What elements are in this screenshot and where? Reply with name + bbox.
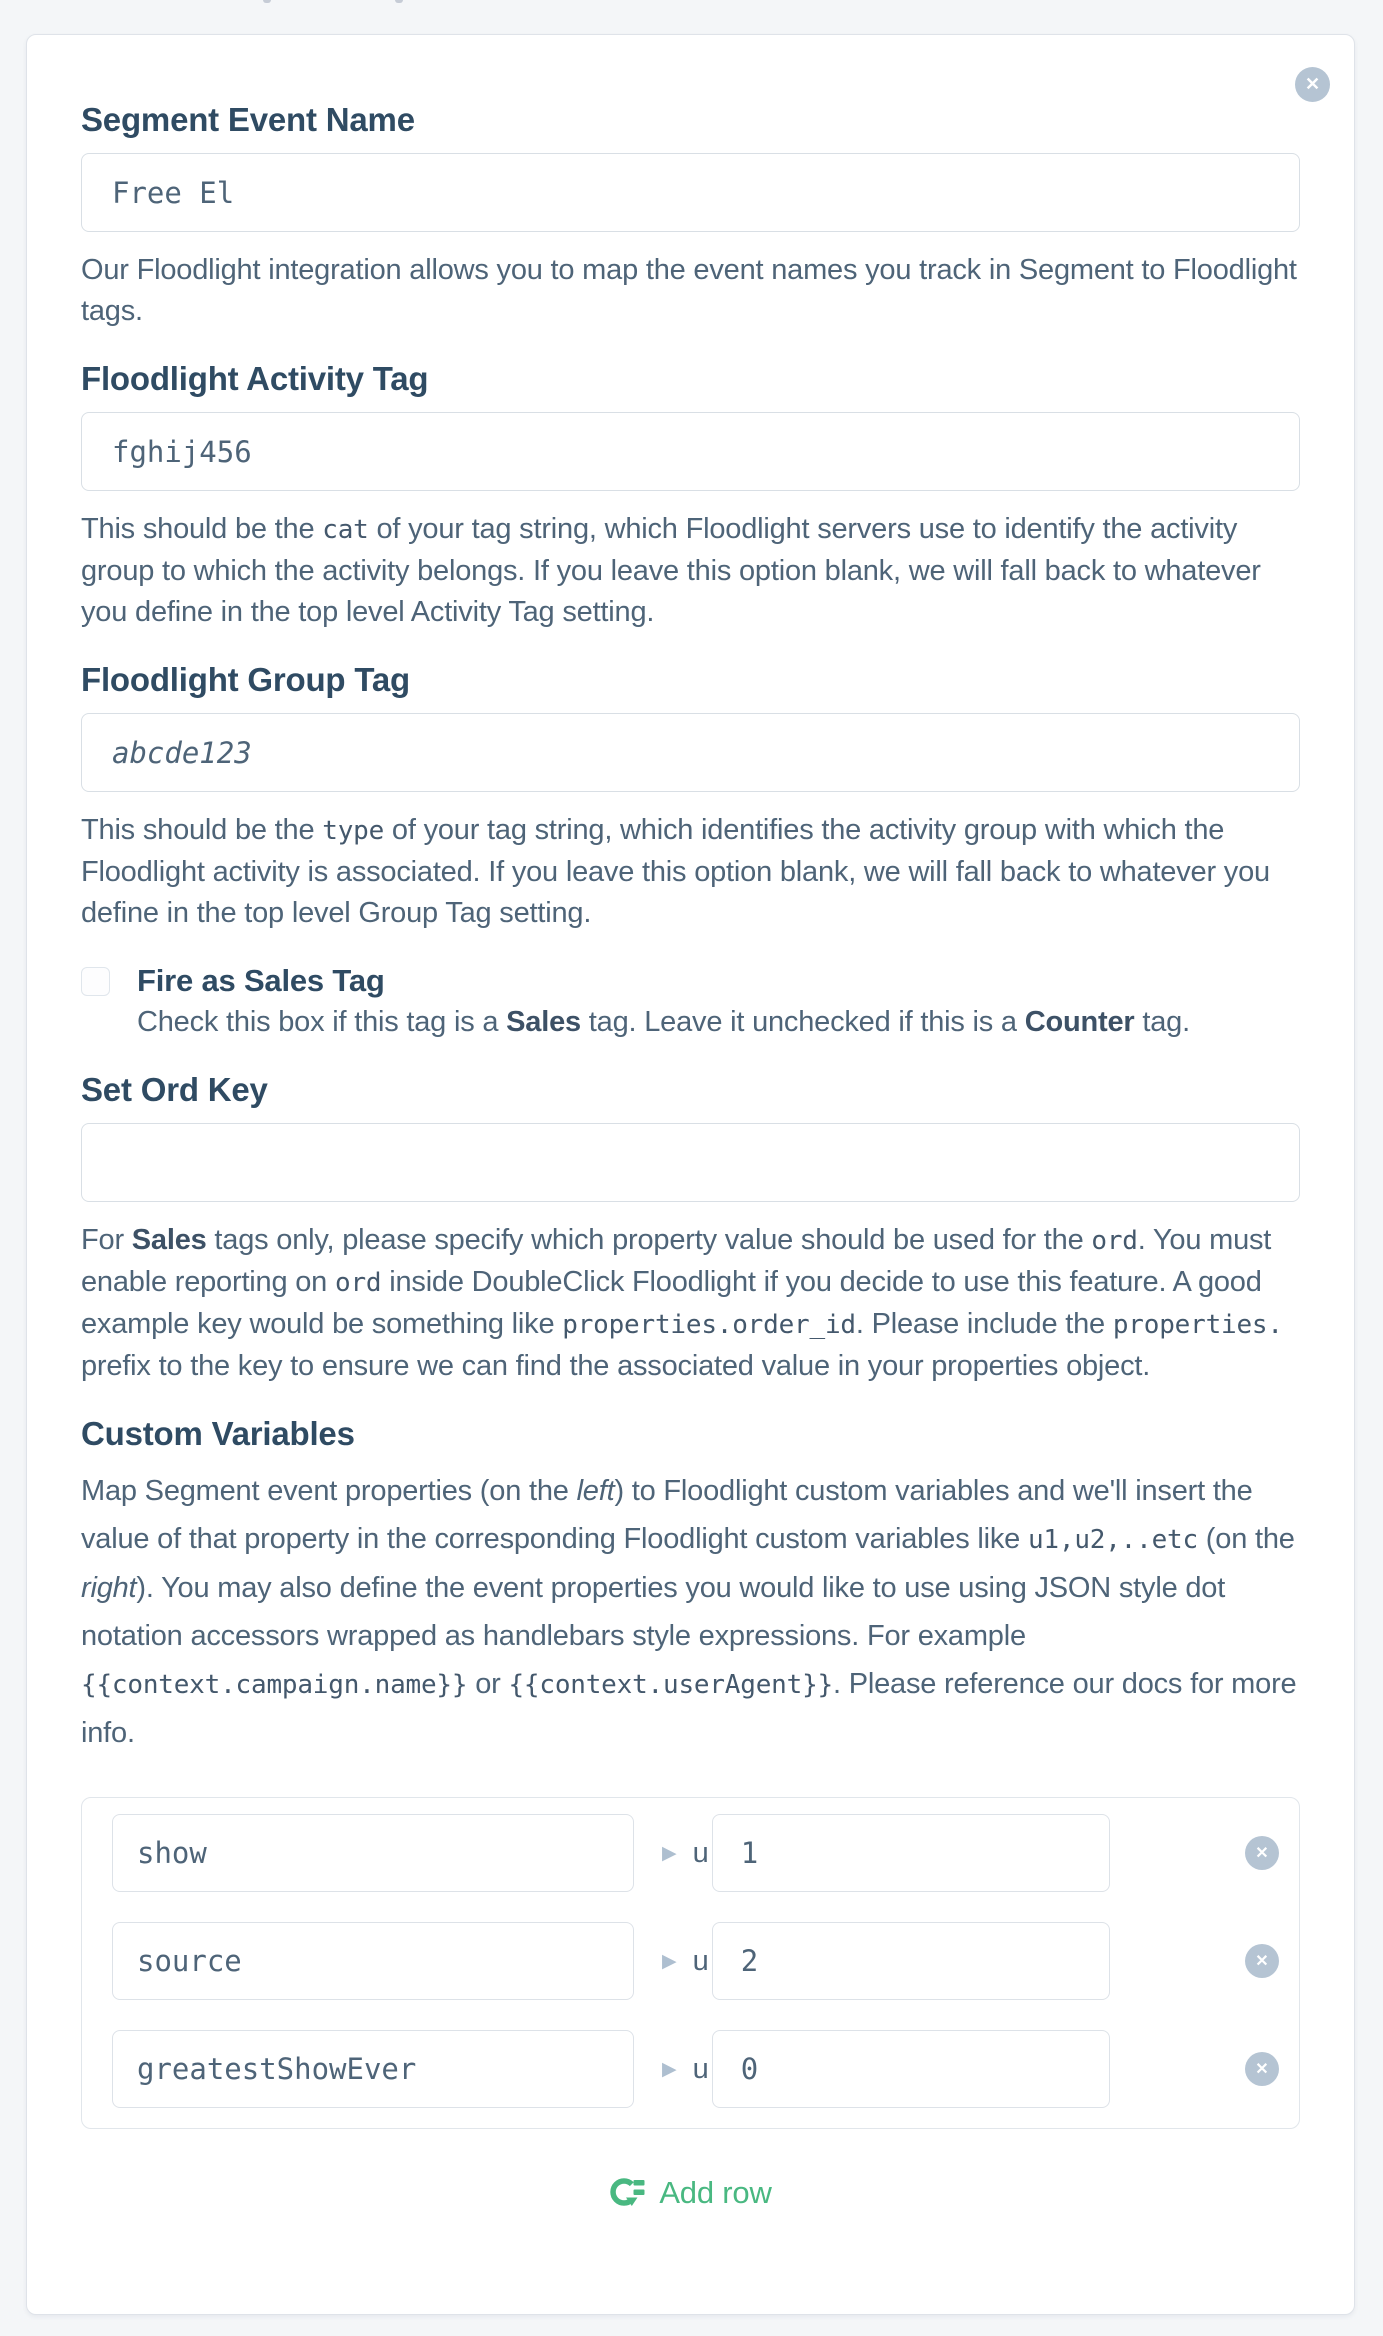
u-prefix-label: u: [692, 1944, 709, 1977]
activity-tag-input[interactable]: [81, 412, 1300, 491]
u-prefix-label: u: [692, 2052, 709, 2085]
table-row: [112, 1814, 1279, 1892]
clipped-text-fragment: [263, 0, 271, 3]
ord-key-description: For Sales tags only, please specify which property value should be used for the ord. You must enable reporting on ord inside DoubleClick Floodlight if you decide to use this feature. A good example key would be something like properties.order_id. Please include the properties. prefix to the key to ensure we can find the associated value in your properties object.: [81, 1224, 1283, 1382]
custom-variables-description: Map Segment event properties (on the left) to Floodlight custom variables and we'll insert the value of that property in the corresponding Floodlight custom variables like u1,u2,..etc (on the right). You may also define the event properties you would like to use using JSON style dot notation accessors wrapped as handlebars style expressions. For example {{context.campaign.name}} or {{context.userAgent}}. Please reference our docs for more info.: [81, 1475, 1297, 1749]
fire-as-sales-tag-description: Check this box if this tag is a Sales tag. Leave it unchecked if this is a Counter tag.: [137, 1006, 1190, 1038]
add-row-label: Add row: [659, 2175, 772, 2210]
intro-description: Our Floodlight integration allows you to map the event names you track in Segment to Floodlight tags.: [81, 254, 1297, 327]
set-ord-key-heading: Set Ord Key: [81, 1071, 268, 1108]
arrow-right-icon: ▶: [662, 1950, 677, 1972]
arrow-right-icon: ▶: [662, 1842, 677, 1864]
add-row-icon: [609, 2175, 645, 2211]
property-input[interactable]: [112, 2030, 634, 2108]
close-icon: ✕: [1304, 74, 1321, 94]
table-row: [112, 1922, 1279, 2000]
segment-event-name-input[interactable]: [81, 153, 1300, 232]
floodlight-event-mapping-modal: [26, 34, 1355, 2315]
fire-as-sales-tag-row: [81, 960, 1300, 1043]
close-button[interactable]: [1295, 67, 1330, 102]
remove-row-icon: ✕: [1255, 2061, 1269, 2078]
variable-input[interactable]: [712, 1814, 1110, 1892]
arrow-right-icon: ▶: [662, 2058, 677, 2080]
remove-row-icon: ✕: [1255, 1845, 1269, 1862]
floodlight-activity-tag-heading: Floodlight Activity Tag: [81, 360, 429, 397]
remove-row-button[interactable]: [1245, 2052, 1279, 2086]
property-input[interactable]: [112, 1814, 634, 1892]
remove-row-icon: ✕: [1255, 1953, 1269, 1970]
remove-row-button[interactable]: [1245, 1944, 1279, 1978]
u-prefix-label: u: [692, 1836, 709, 1869]
activity-tag-description: This should be the cat of your tag string, which Floodlight servers use to identify the activity group to which the activity belongs. If you leave this option blank, we will fall back to whatever you define in the top level Activity Tag setting.: [81, 513, 1261, 628]
floodlight-group-tag-heading: Floodlight Group Tag: [81, 661, 410, 698]
variable-input[interactable]: [712, 2030, 1110, 2108]
add-row-button[interactable]: [81, 2175, 1300, 2211]
property-input[interactable]: [112, 1922, 634, 2000]
segment-event-name-heading: Segment Event Name: [81, 101, 415, 138]
fire-as-sales-tag-checkbox[interactable]: [81, 967, 110, 996]
fire-as-sales-tag-label[interactable]: Fire as Sales Tag: [137, 963, 385, 998]
variable-input[interactable]: [712, 1922, 1110, 2000]
clipped-text-fragment: [395, 0, 403, 3]
group-tag-description: This should be the type of your tag string, which identifies the activity group with which the Floodlight activity is associated. If you leave this option blank, we will fall back to whatever you define in the top level Group Tag setting.: [81, 814, 1270, 929]
remove-row-button[interactable]: [1245, 1836, 1279, 1870]
group-tag-input[interactable]: [81, 713, 1300, 792]
fire-as-sales-tag-content: [137, 960, 1190, 1043]
table-row: [112, 2030, 1279, 2108]
custom-variables-heading: Custom Variables: [81, 1415, 355, 1452]
ord-key-input[interactable]: [81, 1123, 1300, 1202]
custom-variables-table: [81, 1797, 1300, 2129]
